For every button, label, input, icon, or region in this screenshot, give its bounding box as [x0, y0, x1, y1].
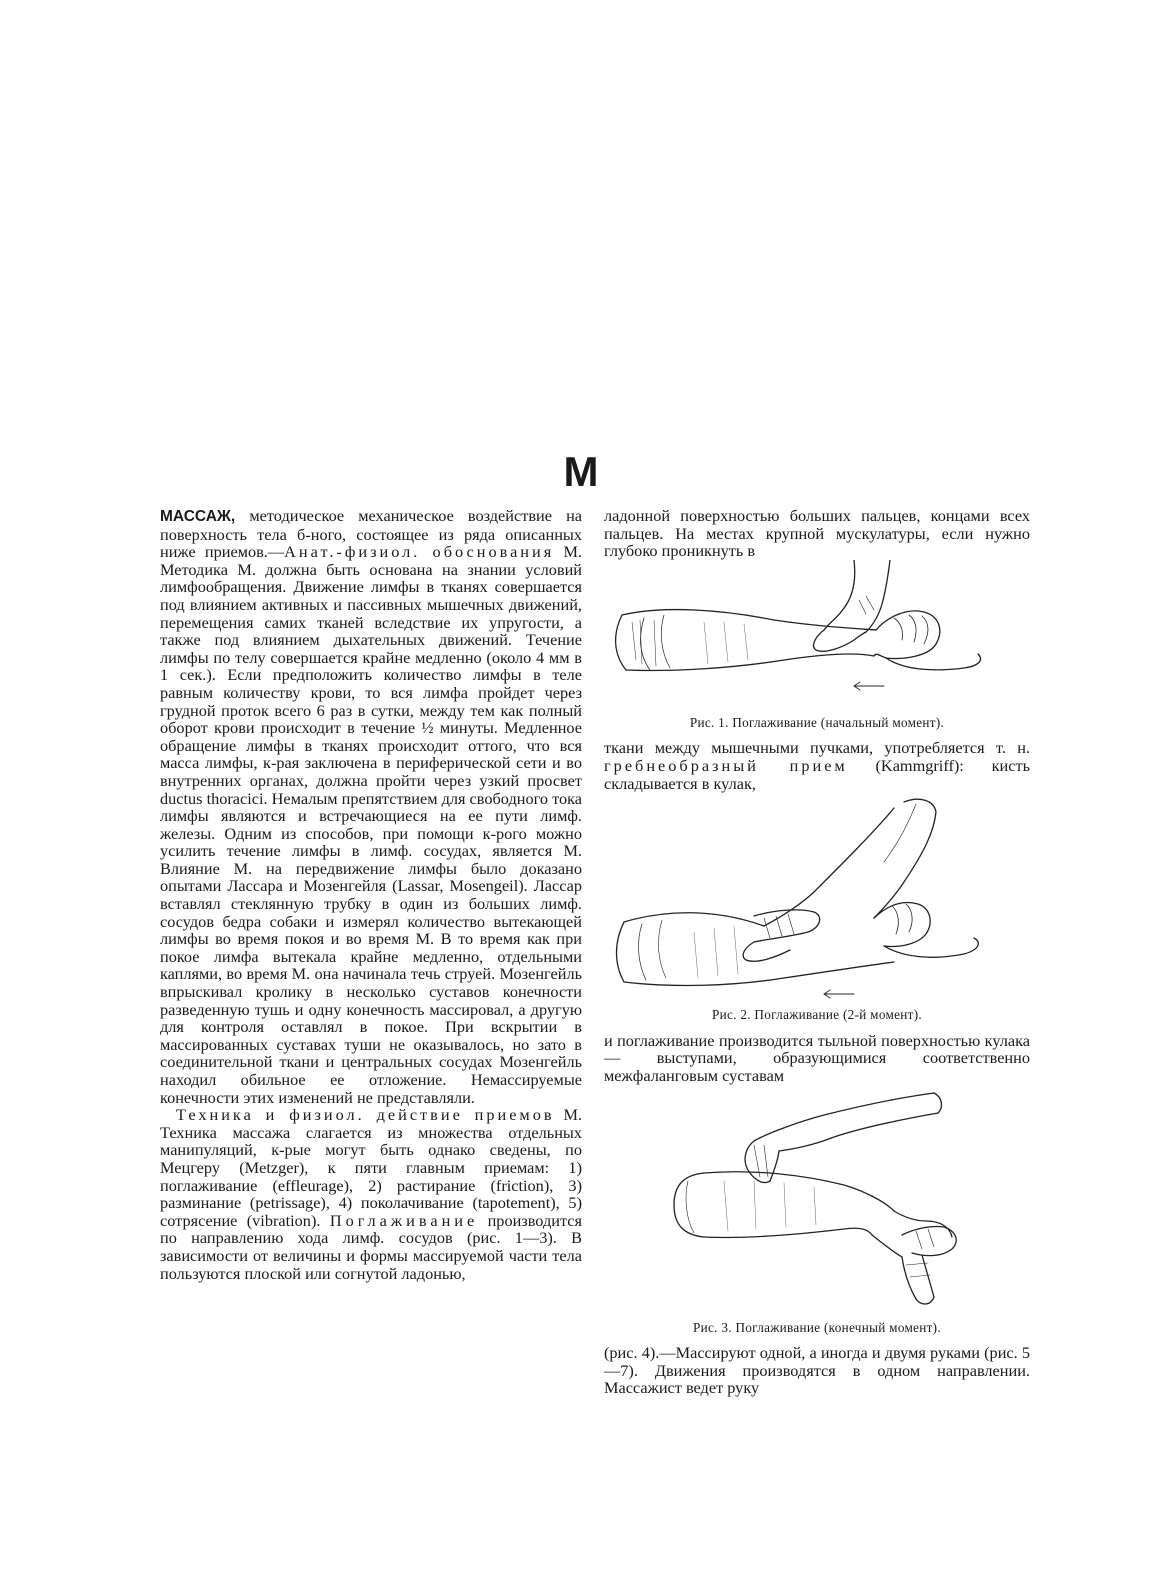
spaced-term: гребнеобразный прием: [604, 755, 848, 775]
paragraph-text: методическое механическое воздействие на поверхность тела б-ного, состоящее из ряда описанных ниже приемов.—: [160, 506, 583, 562]
left-column: [160, 507, 582, 1282]
figure-1: [604, 560, 1030, 732]
paragraph-text: М. Техника массажа слагается из множества отдельных манипуляций, к-рые могут быть однако сведены, по Мецгеру (Metzger), к пяти главным приемам: 1) поглаживание (effleurage), 2) растирание (friction), 3) разминание (petrissage), 4) поколачивание (tapotement), 5) сотрясение (vibration).: [160, 1105, 582, 1230]
paragraph-text: производится по направлению хода лимф. сосудов (рис. 1—3). В зависимости от величины и формы массируемой части тела пользуются плоской или согнутой ладонью,: [160, 1210, 583, 1283]
article-paragraph-2: [160, 1106, 582, 1282]
figure-3-illustration: [604, 1085, 1030, 1315]
figure-3: [604, 1085, 1030, 1337]
paragraph-text: (Kammgriff): кисть складывается в кулак,: [604, 755, 1030, 793]
figure-1-caption: Рис. 1. Поглаживание (начальный момент).: [689, 714, 945, 730]
spaced-term: Поглаживание: [329, 1210, 479, 1230]
figure-2-caption: Рис. 2. Поглаживание (2-й момент).: [712, 1007, 922, 1023]
continuation-paragraph: ладонной поверхностью больших пальцев, концами всех пальцев. На местах крупной мускулатуры, если нужно глубоко проникнуть в: [604, 506, 1030, 561]
continuation-paragraph: [604, 739, 1030, 792]
right-column: [604, 507, 1030, 1397]
paragraph-text: М. Методика М. должна быть основана на знании условий лимфообращения. Движение лимфы в тканях совершается под влиянием активных и пассивных мышечных движений, перемещения самих тканей вследствие их упругости, а также под влиянием дыхательных движений. Течение лимфы по телу совершается крайне медленно (около 4 мм в 1 сек.). Если предположить количество лимфы в теле равным количеству крови, то вся лимфа пройдет через грудной проток всего 6 раз в сутки, между тем как полный оборот крови происходит в течение ½ минуты. Медленное обращение лимфы в тканях происходит оттого, что вся масса лимфы, к-рая заключена в периферической сети и во внутренних органах, должна пройти через узкий просвет ductus thoracici. Немалым препятствием для свободного тока лимфы являются и встречающиеся на ее пути лимф. железы. Одним из способов, при помощи к-рого можно усилить течение лимфы в лимф. сосудах, является М. Влияние М. на передвижение лимфы было доказано опытами Лассара и Мозенгейля (Lassar, Mosengeil). Лассар вставлял стеклянную трубку в один из больших лимф. сосудов бедра собаки и измерял количество вытекающей лимфы во время покоя и во время М. В то время как при покое лимфа вытекала крайне медленно, отдельными каплями, во время М. она начинала течь струей. Мозенгейль впрыскивал кролику в несколько суставов конечности разведенную тушь и одну конечность массировал, а другую для контроля оставлял в покое. При вскрытии в массированных суставах туши не оказывалось, но зато в соединительной ткани и центральных сосудах Мозенгейль находил обильное ее отложение. Немассируемые конечности этих изменений не представляли.: [160, 542, 583, 1107]
paragraph-text: ткани между мышечными пучками, употребляется т. н.: [604, 738, 1030, 758]
continuation-paragraph: и поглаживание производится тыльной поверхностью кулака — выступами, образующимися соответственно межфаланговым суставам: [604, 1030, 1030, 1085]
figure-2: [604, 792, 1030, 1024]
figure-3-caption: Рис. 3. Поглаживание (конечный момент).: [693, 1319, 941, 1335]
article-headword: МАССАЖ,: [160, 508, 236, 525]
spaced-subheading: Анат.-физиол. обоснования: [284, 542, 555, 562]
figure-2-illustration: [604, 792, 1030, 1002]
continuation-paragraph: (рис. 4).—Массируют одной, а иногда и двумя руками (рис. 5—7). Движения производятся в одном направлении. Массажист ведет руку: [604, 1343, 1030, 1398]
spaced-subheading: Техника и физиол. действие приемов: [176, 1105, 555, 1125]
page-letter-heading: М: [563, 448, 600, 495]
figure-1-illustration: [604, 560, 1030, 710]
article-paragraph-1: [160, 507, 582, 1106]
